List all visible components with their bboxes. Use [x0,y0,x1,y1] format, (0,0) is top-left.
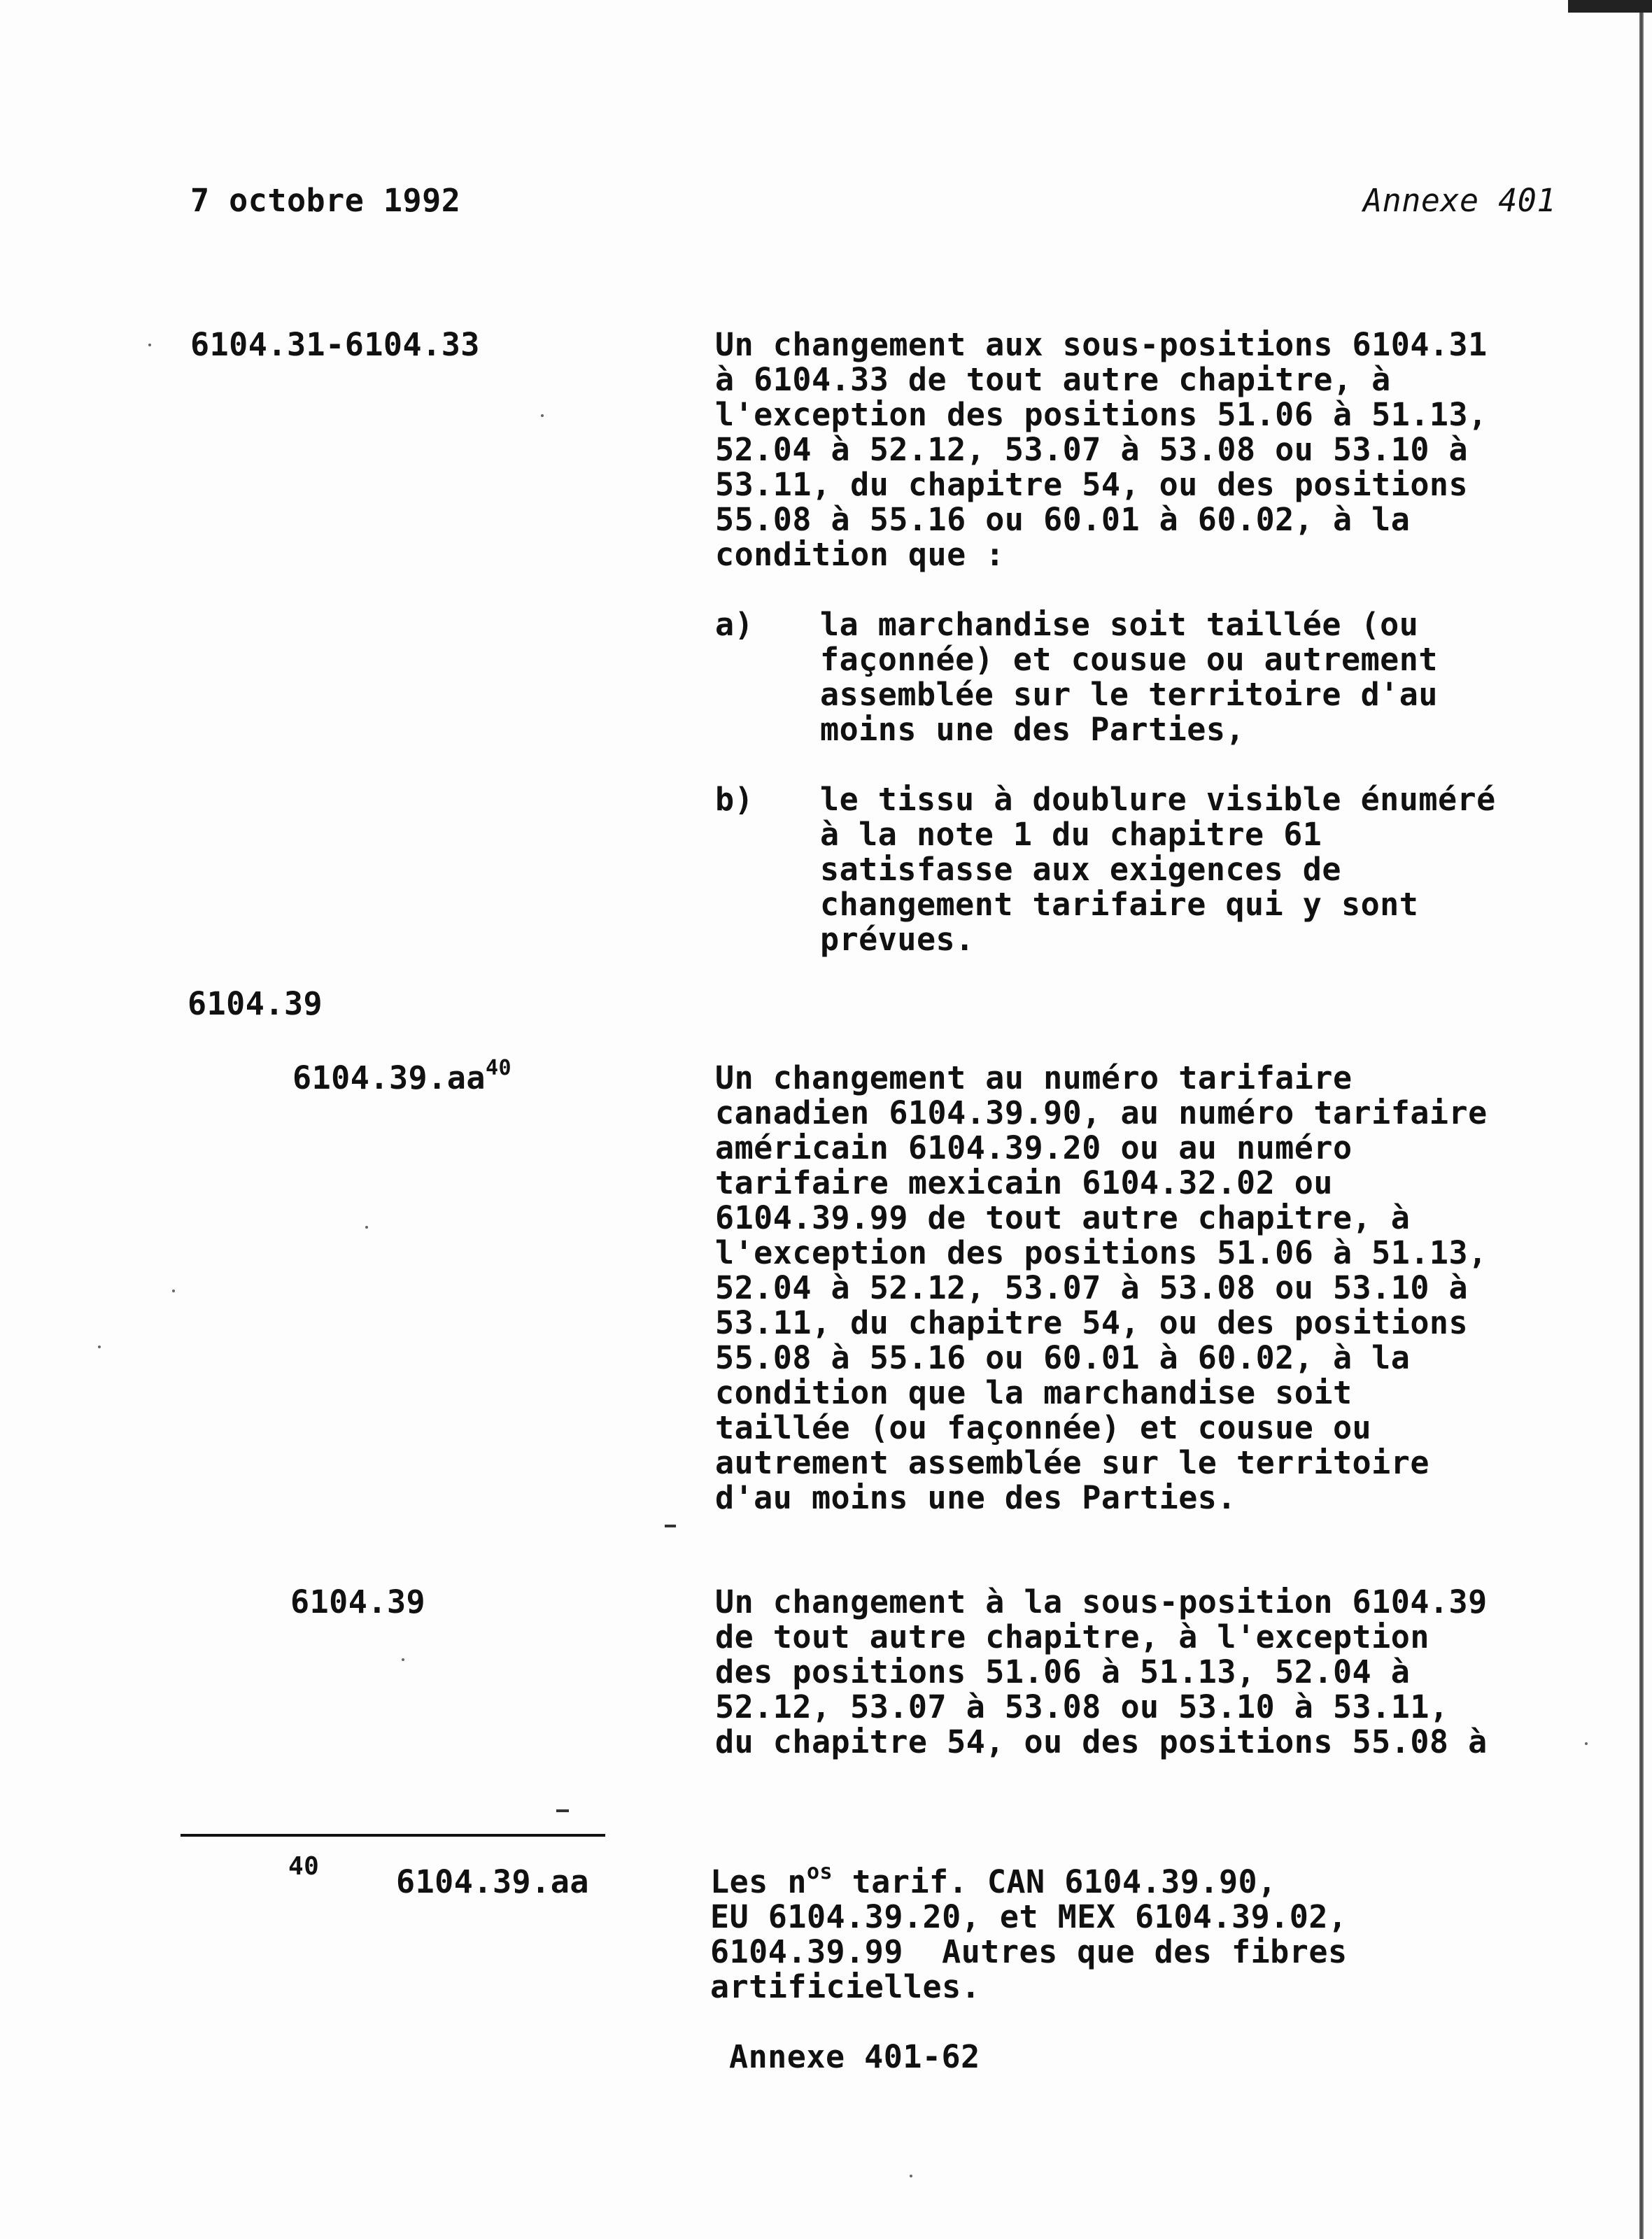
scan-speck [365,1226,368,1229]
header-date: 7 octobre 1992 [190,182,461,219]
footnote-code: 6104.39.aa [396,1863,589,1900]
rule-text [715,1585,1562,1760]
scan-speck [148,344,151,346]
rule-line: 53.11, du chapitre 54, ou des positions [715,1304,1469,1341]
rule-line: condition que : [715,536,1005,573]
tariff-code-text: 6104.39.aa [292,1059,486,1096]
rule-text [715,327,1562,572]
item-line: à la note 1 du chapitre 61 [820,816,1322,853]
tariff-code: 6104.39 [290,1583,426,1620]
rule-line: tarifaire mexicain 6104.32.02 ou [715,1164,1333,1201]
item-text [820,782,1562,957]
scan-speck [172,1290,175,1292]
footnote-line: artificielles. [710,1968,981,2005]
item-marker: a) [715,606,754,643]
rule-line: autrement assemblée sur le territoire [715,1444,1429,1481]
rule-line: 55.08 à 55.16 ou 60.01 à 60.02, à la [715,501,1411,538]
rule-line: 6104.39.99 de tout autre chapitre, à [715,1199,1411,1236]
rule-line: du chapitre 54, ou des positions 55.08 à [715,1723,1488,1760]
item-line: changement tarifaire qui y sont [820,886,1419,923]
footnote-number: 40 [288,1852,320,1881]
scan-speck [98,1345,101,1348]
footnote-line: EU 6104.39.20, et MEX 6104.39.02, [710,1898,1348,1935]
item-text [820,607,1562,747]
rule-line: de tout autre chapitre, à l'exception [715,1618,1429,1655]
footnote-text [710,1860,1557,2005]
item-line: moins une des Parties, [820,711,1245,748]
item-line: satisfasse aux exigences de [820,851,1341,888]
footnote-suffix: tarif. CAN 6104.39.90, [833,1863,1277,1900]
footnote-line [710,1860,1557,1900]
rule-line: Un changement au numéro tarifaire [715,1059,1353,1096]
rule-line: l'exception des positions 51.06 à 51.13, [715,396,1488,433]
footnote-sup: os [806,1860,833,1884]
rule-line: 52.04 à 52.12, 53.07 à 53.08 ou 53.10 à [715,431,1469,468]
scan-speck [1585,1742,1588,1745]
footnote-ref: 40 [485,1056,512,1080]
footnote-prefix: Les n [710,1863,807,1900]
page-footer: Annexe 401-62 [729,2038,980,2075]
item-marker: b) [715,781,754,818]
rule-line: 55.08 à 55.16 ou 60.01 à 60.02, à la [715,1339,1411,1376]
rule-line: d'au moins une des Parties. [715,1479,1236,1516]
rule-line: condition que la marchandise soit [715,1374,1353,1411]
footnote-separator [181,1834,605,1837]
item-line: assemblée sur le territoire d'au [820,676,1438,713]
item-line: prévues. [820,921,975,958]
rule-line: 53.11, du chapitre 54, ou des positions [715,466,1469,503]
tariff-code: 6104.31-6104.33 [190,326,480,363]
scan-speck [910,2175,912,2177]
rule-line: Un changement aux sous-positions 6104.31 [715,326,1488,363]
rule-line: l'exception des positions 51.06 à 51.13, [715,1234,1488,1271]
item-line: la marchandise soit taillée (ou [820,606,1419,643]
scan-dash [665,1525,676,1527]
scan-speck [541,414,544,417]
item-line: façonnée) et cousue ou autrement [820,641,1438,678]
rule-line: taillée (ou façonnée) et cousue ou [715,1409,1372,1446]
rule-line: Un changement à la sous-position 6104.39 [715,1583,1488,1620]
scan-edge-shadow [1639,0,1644,2239]
scan-corner-mark [1568,0,1652,13]
rule-line: des positions 51.06 à 51.13, 52.04 à [715,1653,1411,1690]
rule-line: 52.04 à 52.12, 53.07 à 53.08 ou 53.10 à [715,1269,1469,1306]
tariff-heading: 6104.39 [188,985,323,1022]
scan-speck [402,1658,404,1661]
rule-line: canadien 6104.39.90, au numéro tarifaire [715,1094,1488,1131]
header-annex: Annexe 401 [1363,182,1556,219]
rule-line: américain 6104.39.20 ou au numéro [715,1129,1353,1166]
footnote-line: 6104.39.99 Autres que des fibres [710,1933,1348,1970]
rule-line: 52.12, 53.07 à 53.08 ou 53.10 à 53.11, [715,1688,1449,1725]
tariff-code [292,1056,512,1096]
rule-text [715,1061,1562,1516]
scan-dash [556,1809,569,1812]
rule-line: à 6104.33 de tout autre chapitre, à [715,361,1391,398]
item-line: le tissu à doublure visible énuméré [820,781,1496,818]
